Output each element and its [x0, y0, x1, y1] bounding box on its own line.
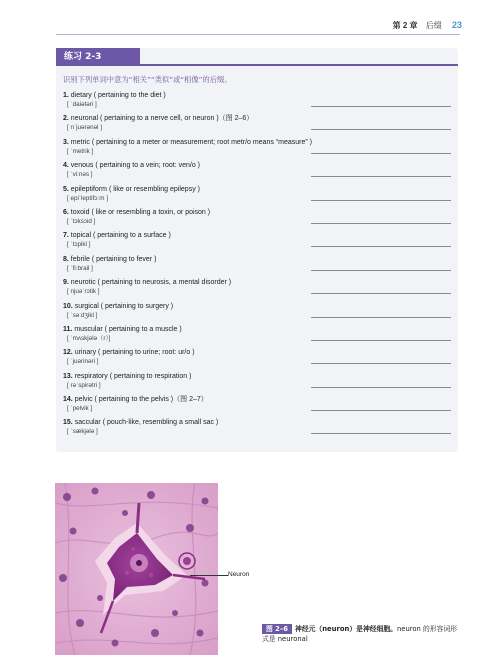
item-word: muscular — [74, 325, 103, 333]
item-number: 11. — [63, 325, 73, 333]
item-term — [63, 348, 453, 357]
exercise-item — [63, 372, 453, 395]
answer-line[interactable] — [311, 200, 451, 201]
answer-line[interactable] — [311, 223, 451, 224]
header-rule — [56, 34, 460, 35]
answer-line[interactable] — [311, 363, 451, 364]
item-number: 4. — [63, 162, 69, 170]
item-word: metric — [70, 138, 90, 146]
item-number: 10. — [63, 302, 73, 310]
answer-line[interactable] — [311, 246, 451, 247]
item-word: pelvic — [74, 396, 93, 404]
item-term — [63, 138, 453, 147]
item-number: 2. — [63, 115, 69, 123]
item-number: 1. — [63, 92, 69, 99]
item-number: 6. — [63, 208, 69, 216]
item-word: toxoid — [70, 208, 90, 216]
exercise-item — [63, 161, 453, 184]
figure-caption-text: neuron 的形容词形式是 neuronal — [262, 625, 458, 643]
item-word: saccular — [74, 419, 101, 427]
exercise-item — [63, 255, 453, 278]
exercise-title-rule — [140, 64, 458, 66]
figure-caption — [262, 624, 462, 644]
answer-line[interactable] — [311, 410, 451, 411]
item-word: venous — [70, 162, 94, 170]
exercise-item — [63, 114, 453, 137]
exercise-item — [63, 325, 453, 348]
item-phonetic: [ ˈmetrik ] — [67, 147, 94, 155]
item-meaning: ( pertaining to urine; root: ur/o ) — [98, 349, 195, 357]
item-term — [63, 278, 453, 287]
item-phonetic: [ ˈsækjələ ] — [67, 428, 98, 436]
answer-line[interactable] — [311, 433, 451, 434]
exercise-title: 练习 2-3 — [56, 48, 140, 66]
answer-line[interactable] — [311, 106, 451, 107]
item-meaning: ( pertaining to surgery ) — [100, 302, 174, 310]
exercise-item — [63, 138, 453, 161]
item-meaning: ( pertaining to a nerve cell, or neuron )（图 2–6） — [100, 115, 254, 123]
item-number: 15. — [63, 419, 73, 427]
item-meaning: ( pouch-like, resembling a small sac ) — [102, 419, 219, 427]
item-phonetic: [ ˈmʌskjələ（r）] — [67, 334, 111, 342]
item-meaning: ( like or resembling epilepsy ) — [108, 185, 200, 193]
item-number: 9. — [63, 279, 69, 287]
item-term — [63, 114, 453, 123]
item-term — [63, 91, 453, 100]
answer-line[interactable] — [311, 129, 451, 130]
answer-line[interactable] — [311, 317, 451, 318]
micrograph-image — [55, 483, 218, 655]
item-word: topical — [70, 232, 92, 240]
exercise-instruction: 识别下列单词中意为“相关”“类似”或“相像”的后缀。 — [63, 75, 232, 84]
item-phonetic: [ ˈtɔksɔid ] — [67, 217, 96, 225]
answer-line[interactable] — [311, 270, 451, 271]
exercise-item — [63, 91, 453, 114]
item-phonetic: [ ˈdaiətəri ] — [67, 101, 97, 108]
exercise-item — [63, 208, 453, 231]
item-phonetic: [ njuəˈrɔtik ] — [67, 288, 100, 296]
item-phonetic: [ ˈsəːdʒikl ] — [67, 311, 98, 319]
answer-line[interactable] — [311, 293, 451, 294]
exercise-items — [63, 91, 453, 442]
item-meaning: ( pertaining to the pelvis )（图 2–7） — [94, 396, 208, 404]
neuron-label: Neuron — [228, 571, 250, 578]
item-number: 3. — [63, 138, 69, 146]
answer-line[interactable] — [311, 153, 451, 154]
item-phonetic: [ ˈviːnəs ] — [67, 171, 93, 179]
item-meaning: ( pertaining to neurosis, a mental disorder ) — [97, 279, 232, 287]
item-term — [63, 161, 453, 170]
running-header — [393, 20, 462, 31]
item-phonetic: [ ˈfiːbrail ] — [67, 264, 93, 272]
figure-caption-bold: 神经元（neuron）是神经细胞。 — [295, 625, 397, 633]
exercise-item — [63, 418, 453, 441]
item-number: 14. — [63, 396, 73, 404]
item-meaning: ( pertaining to a vein; root: ven/o ) — [95, 162, 200, 170]
exercise-box — [56, 48, 458, 452]
exercise-item — [63, 395, 453, 418]
neuron-micrograph — [55, 483, 218, 655]
item-meaning: ( pertaining to the diet ) — [93, 92, 166, 99]
item-term — [63, 418, 453, 427]
item-phonetic: [ ˈpelvik ] — [67, 405, 93, 413]
item-term — [63, 302, 453, 311]
neuron-label-leader — [190, 575, 228, 576]
item-phonetic: [ epiˈleptifɔːm ] — [67, 194, 108, 202]
item-word: neuronal — [70, 115, 99, 123]
item-word: surgical — [74, 302, 99, 310]
item-term — [63, 325, 453, 334]
item-term — [63, 372, 453, 381]
item-number: 12. — [63, 349, 73, 357]
exercise-item — [63, 348, 453, 371]
item-term — [63, 185, 453, 194]
item-term — [63, 395, 453, 404]
item-word: epileptiform — [70, 185, 107, 193]
item-meaning: ( like or resembling a toxin, or poison ) — [91, 208, 211, 216]
item-word: dietary — [70, 92, 92, 99]
item-word: febrile — [70, 255, 90, 263]
figure-caption-tag: 图 2–6 — [262, 624, 292, 634]
item-word: neurotic — [70, 279, 96, 287]
item-phonetic: [ nˈjuərənəl ] — [67, 124, 103, 132]
item-number: 5. — [63, 185, 69, 193]
answer-line[interactable] — [311, 387, 451, 388]
item-term — [63, 208, 453, 217]
item-term — [63, 231, 453, 240]
exercise-item — [63, 278, 453, 301]
item-meaning: ( pertaining to a meter or measurement; root metr/o means “measure” ) — [91, 138, 313, 146]
item-number: 13. — [63, 372, 73, 380]
answer-line[interactable] — [311, 176, 451, 177]
section-label: 后缀 — [425, 21, 442, 30]
item-phonetic: [ ˈtɔpikl ] — [67, 241, 91, 249]
item-meaning: ( pertaining to fever ) — [91, 255, 157, 263]
item-meaning: ( pertaining to a surface ) — [92, 232, 171, 240]
item-number: 8. — [63, 255, 69, 263]
item-number: 7. — [63, 232, 69, 240]
exercise-item — [63, 302, 453, 325]
item-word: urinary — [74, 349, 97, 357]
page-number: 23 — [451, 20, 462, 30]
item-phonetic: [ ˈjuərinəri ] — [67, 358, 99, 366]
chapter-label: 第 2 章 — [392, 21, 418, 30]
exercise-item — [63, 231, 453, 254]
item-phonetic: [ rəˈspirətri ] — [67, 381, 101, 389]
answer-line[interactable] — [311, 340, 451, 341]
item-meaning: ( pertaining to respiration ) — [109, 372, 192, 380]
item-word: respiratory — [74, 372, 108, 380]
item-meaning: ( pertaining to a muscle ) — [104, 325, 182, 333]
item-term — [63, 255, 453, 264]
exercise-item — [63, 185, 453, 208]
